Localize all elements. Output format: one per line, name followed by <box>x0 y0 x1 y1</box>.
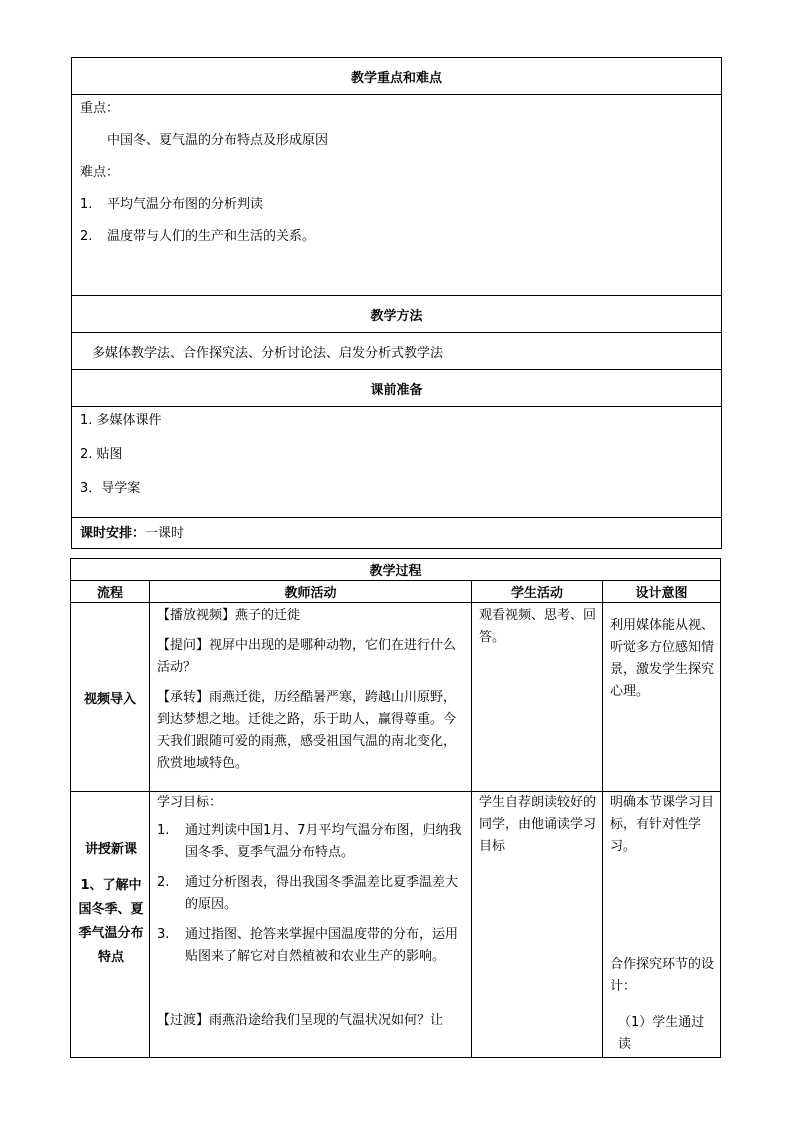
teaching-process-table <box>70 558 721 1058</box>
prep-item: 3．导学案 <box>80 481 141 496</box>
goals-intro: 学习目标： <box>157 795 223 810</box>
prep-cell <box>72 407 722 518</box>
student-activity-2: 学生自荐朗读较好的同学，由他诵读学习目标 <box>472 792 603 1058</box>
focus-header: 教学重点和难点 <box>72 58 722 95</box>
schedule-cell <box>72 518 722 549</box>
teacher-activity-1 <box>150 603 472 792</box>
col-header-flow: 流程 <box>71 581 150 603</box>
intent-step-1: （1）学生通过读 <box>618 1015 705 1052</box>
teacher-line: 【承转】雨燕迁徙，历经酷暑严寒，跨越山川原野，到达梦想之地。迁徙之路，乐于助人，赢得尊重。今天我们跟随可爱的雨燕，感受祖国气温的南北变化，欣赏地域特色。 <box>157 690 457 771</box>
col-header-student: 学生活动 <box>472 581 603 603</box>
difficult-item: 2. 温度带与人们的生产和生活的关系。 <box>80 229 316 244</box>
teacher-line: 【播放视频】燕子的迁徙 <box>157 608 301 623</box>
student-activity-1: 观看视频、思考、回答。 <box>472 603 603 792</box>
col-header-teacher: 教师活动 <box>150 581 472 603</box>
schedule-value: 一课时 <box>145 526 185 541</box>
design-intent-2 <box>603 792 721 1058</box>
intent-goals: 明确本节课学习目标，有针对性学习。 <box>610 795 715 854</box>
focus-cell <box>72 95 722 296</box>
flow-title: 讲授新课 <box>84 842 137 857</box>
col-header-intent: 设计意图 <box>603 581 721 603</box>
key-point: 中国冬、夏气温的分布特点及形成原因 <box>107 133 329 148</box>
methods-text: 多媒体教学法、合作探究法、分析讨论法、启发分析式教学法 <box>72 333 722 370</box>
difficult-label: 难点： <box>80 165 120 180</box>
flow-subtitle: 1、了解中国冬季、夏季气温分布特点 <box>78 878 144 965</box>
teacher-activity-2 <box>150 792 472 1058</box>
prep-header: 课前准备 <box>72 370 722 407</box>
lesson-info-table <box>71 57 722 549</box>
flow-video-intro: 视频导入 <box>71 603 150 792</box>
prep-item: 2. 贴图 <box>80 447 123 462</box>
design-intent-1: 利用媒体能从视、听觉多方位感知情景，激发学生探究心理。 <box>603 603 721 792</box>
goal-item: 2. 通过分析图表，得出我国冬季温差比夏季温差大的原因。 <box>157 875 459 912</box>
prep-item: 1. 多媒体课件 <box>80 413 162 428</box>
flow-new-lesson <box>71 792 150 1058</box>
process-title: 教学过程 <box>71 559 721 581</box>
difficult-item: 1. 平均气温分布图的分析判读 <box>80 197 264 212</box>
goal-item: 3. 通过指图、抢答来掌握中国温度带的分布，运用贴图来了解它对自然植被和农业生产的影响。 <box>157 927 459 964</box>
intent-cooperation: 合作探究环节的设计： <box>610 957 715 994</box>
schedule-label: 课时安排： <box>80 526 146 541</box>
goal-item: 1. 通过判读中国1月、7月平均气温分布图，归纳我国冬季、夏季气温分布特点。 <box>157 823 462 860</box>
method-header: 教学方法 <box>72 296 722 333</box>
teacher-line: 【提问】视屏中出现的是哪种动物，它们在进行什么活动？ <box>157 638 457 675</box>
transition-line: 【过渡】雨燕沿途给我们呈现的气温状况如何？让 <box>157 1013 444 1028</box>
key-label: 重点： <box>80 101 120 116</box>
